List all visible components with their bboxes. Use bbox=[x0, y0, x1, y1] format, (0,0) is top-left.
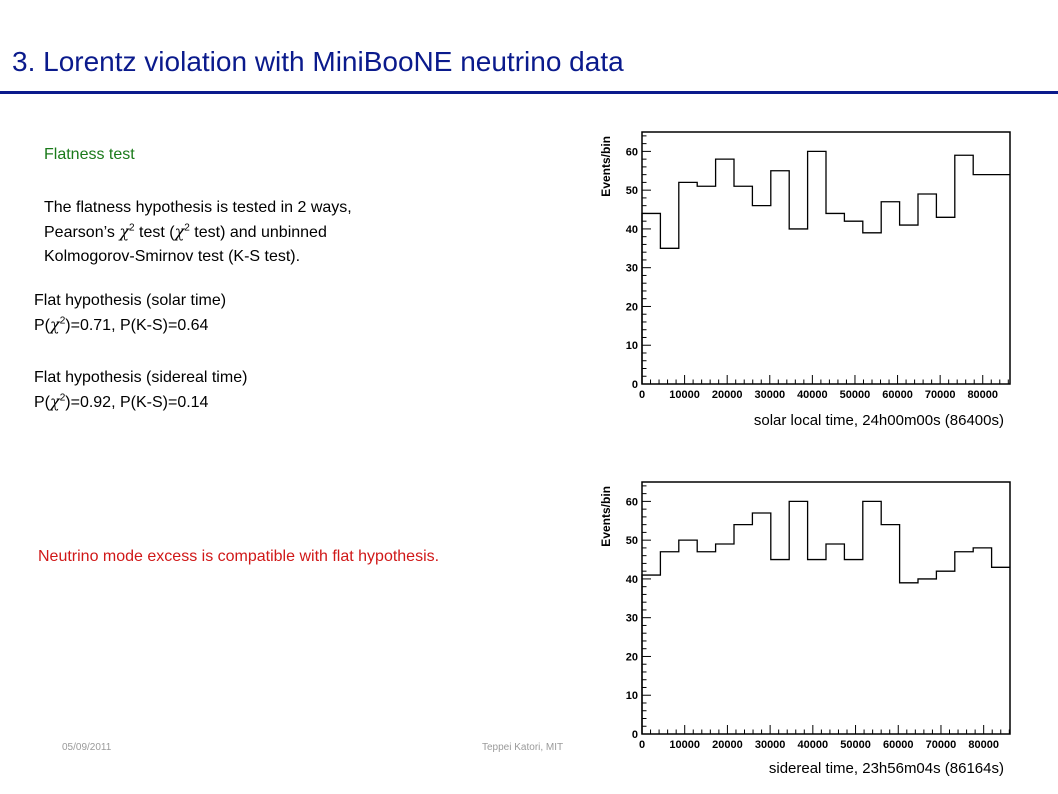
x-tick-label: 80000 bbox=[968, 739, 999, 751]
histogram-bin bbox=[679, 540, 697, 734]
section-label: Flatness test bbox=[44, 146, 135, 163]
histogram-bin bbox=[918, 194, 936, 384]
footer-date: 05/09/2011 bbox=[62, 742, 112, 753]
histogram-bin bbox=[844, 560, 862, 734]
y-tick-label: 40 bbox=[625, 573, 638, 586]
superscript-two: 2 bbox=[184, 222, 190, 234]
histogram-bin bbox=[881, 202, 899, 384]
footer-author: Teppei Katori, MIT bbox=[482, 742, 564, 753]
y-tick-label: 10 bbox=[625, 690, 638, 703]
histogram-bin bbox=[936, 571, 954, 734]
sidereal-result-block bbox=[34, 366, 247, 415]
histogram-bin bbox=[697, 186, 715, 384]
x-tick-label: 0 bbox=[638, 739, 646, 751]
y-tick-label: 20 bbox=[625, 651, 638, 664]
x-tick-label: 20000 bbox=[711, 389, 743, 401]
sidereal-time-histogram bbox=[598, 476, 1018, 756]
solar-result-block bbox=[34, 289, 226, 338]
histogram-bin bbox=[716, 544, 734, 734]
x-tick-label: 40000 bbox=[797, 389, 828, 401]
solar-heading: Flat hypothesis (solar time) bbox=[34, 292, 227, 309]
solar-x-axis-caption: solar local time, 24h00m00s (86400s) bbox=[753, 412, 1004, 429]
histogram-bin bbox=[863, 233, 881, 384]
histogram-bin bbox=[826, 544, 844, 734]
histogram-bin bbox=[973, 175, 991, 384]
histogram-bin bbox=[697, 552, 715, 734]
x-tick-label: 30000 bbox=[754, 389, 786, 401]
y-tick-label: 60 bbox=[625, 146, 638, 159]
histogram-bin bbox=[734, 186, 752, 384]
chi-symbol: χ bbox=[50, 315, 60, 334]
histogram-bin bbox=[789, 501, 807, 734]
histogram-bin bbox=[679, 182, 697, 384]
method-paragraph bbox=[44, 196, 504, 269]
superscript-two: 2 bbox=[129, 222, 135, 234]
x-tick-label: 60000 bbox=[882, 739, 914, 751]
solar-p-prefix: P( bbox=[34, 317, 50, 334]
histogram-bin bbox=[863, 501, 881, 734]
y-tick-label: 50 bbox=[625, 185, 638, 198]
paragraph-line-2a: Pearson’s bbox=[44, 224, 120, 241]
histogram-bin bbox=[918, 579, 936, 734]
sidereal-heading: Flat hypothesis (sidereal time) bbox=[34, 369, 248, 386]
paragraph-line-2c: test) and unbinned bbox=[189, 224, 327, 241]
histogram-bin bbox=[808, 151, 826, 384]
x-tick-label: 70000 bbox=[925, 739, 957, 751]
x-tick-label: 60000 bbox=[882, 389, 913, 401]
histogram-bin bbox=[992, 175, 1010, 384]
y-tick-label: 20 bbox=[625, 301, 638, 314]
paragraph-line-2b: test ( bbox=[134, 224, 175, 241]
histogram-bin bbox=[789, 229, 807, 384]
x-tick-label: 0 bbox=[638, 389, 646, 401]
x-tick-label: 40000 bbox=[797, 739, 829, 751]
x-tick-label: 50000 bbox=[839, 389, 871, 401]
histogram-bin bbox=[936, 217, 954, 384]
sidereal-p-prefix: P( bbox=[34, 394, 50, 411]
histogram-bin bbox=[826, 213, 844, 384]
x-tick-label: 70000 bbox=[924, 389, 956, 401]
y-tick-label: 10 bbox=[625, 340, 638, 353]
y-tick-label: 50 bbox=[625, 535, 638, 548]
x-tick-label: 80000 bbox=[967, 389, 999, 401]
histogram-bin bbox=[955, 155, 973, 384]
y-axis-label: Events/bin bbox=[599, 486, 613, 547]
chi-symbol: χ bbox=[50, 392, 60, 411]
histogram-bin bbox=[716, 159, 734, 384]
y-axis-label: Events/bin bbox=[599, 136, 613, 197]
solar-time-histogram bbox=[598, 126, 1018, 406]
histogram-bin bbox=[992, 567, 1010, 734]
y-tick-label: 60 bbox=[625, 496, 638, 509]
histogram-bin bbox=[900, 225, 918, 384]
title-divider bbox=[0, 91, 1058, 94]
histogram-bin bbox=[844, 221, 862, 384]
histogram-bin bbox=[642, 575, 660, 734]
histogram-bin bbox=[660, 248, 678, 384]
chi-symbol: χ bbox=[119, 222, 130, 241]
solar-p-values: )=0.71, P(K-S)=0.64 bbox=[65, 317, 209, 334]
histogram-bin bbox=[881, 525, 899, 734]
histogram-bin bbox=[771, 560, 789, 734]
sidereal-p-values: )=0.92, P(K-S)=0.14 bbox=[65, 394, 209, 411]
x-tick-label: 10000 bbox=[669, 739, 701, 751]
histogram-bin bbox=[752, 513, 770, 734]
chi-symbol: χ bbox=[174, 222, 185, 241]
histogram-bin bbox=[660, 552, 678, 734]
histogram-bin bbox=[734, 525, 752, 734]
histogram-bin bbox=[752, 206, 770, 384]
paragraph-line-3: Kolmogorov-Smirnov test (K-S test). bbox=[44, 248, 301, 265]
paragraph-line-1: The flatness hypothesis is tested in 2 ways, bbox=[44, 199, 352, 216]
superscript-two: 2 bbox=[59, 315, 66, 327]
histogram-bin bbox=[955, 552, 973, 734]
histogram-bin bbox=[808, 560, 826, 734]
x-tick-label: 50000 bbox=[840, 739, 871, 751]
conclusion-text: Neutrino mode excess is compatible with flat hypothesis. bbox=[38, 548, 440, 565]
y-tick-label: 40 bbox=[625, 223, 638, 236]
slide-title: 3. Lorentz violation with MiniBooNE neutrino data bbox=[12, 46, 624, 77]
y-tick-label: 30 bbox=[625, 612, 638, 625]
x-tick-label: 30000 bbox=[754, 739, 786, 751]
histogram-bin bbox=[642, 213, 660, 384]
x-tick-label: 20000 bbox=[712, 739, 743, 751]
y-tick-label: 0 bbox=[631, 379, 638, 391]
histogram-bin bbox=[900, 583, 918, 734]
superscript-two: 2 bbox=[59, 392, 66, 404]
y-tick-label: 30 bbox=[625, 262, 638, 275]
histogram-bin bbox=[973, 548, 991, 734]
x-tick-label: 10000 bbox=[669, 389, 700, 401]
histogram-bin bbox=[771, 171, 789, 384]
sidereal-x-axis-caption: sidereal time, 23h56m04s (86164s) bbox=[768, 760, 1004, 777]
y-tick-label: 0 bbox=[631, 729, 638, 741]
